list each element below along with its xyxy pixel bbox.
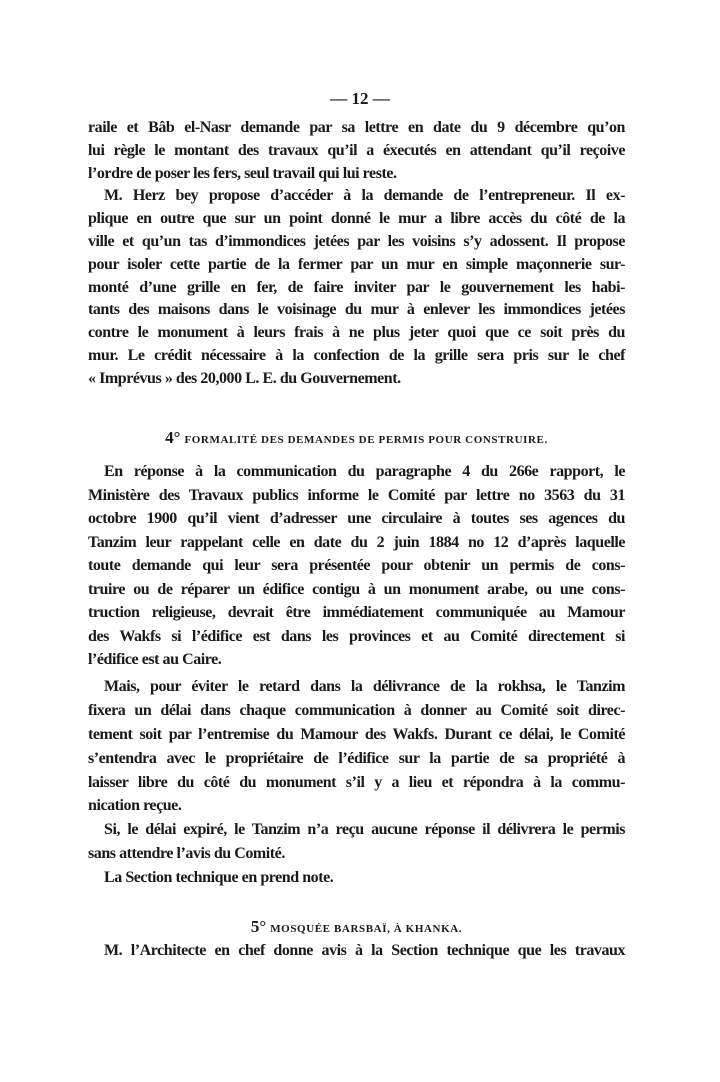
text-line: sans attendre l’avis du Comité. <box>88 845 285 863</box>
text-line: des Wakfs si l’édifice est dans les provinces et au Comité directement si <box>88 627 625 645</box>
text-line: mur. Le crédit nécessaire à la confection de la grille sera pris sur le chef <box>88 346 625 364</box>
text-line: truction religieuse, devrait être immédiatement communiquée au Mamour <box>88 604 625 621</box>
text-line: l’édifice est au Caire. <box>88 651 222 668</box>
section-title: MOSQUÉE BARSBAÏ, À KHANKA. <box>270 923 463 935</box>
paragraph-block-1 <box>88 117 625 391</box>
text-line: nication reçue. <box>88 797 182 815</box>
text-line: l’ordre de poser les fers, seul travail qui lui reste. <box>88 164 397 182</box>
text-line: s’entendra avec le propriétaire de l’édifice sur la partie de sa propriété à <box>88 749 625 767</box>
section-heading-4 <box>88 427 625 451</box>
text-line: truire ou de réparer un édifice contigu à un monument arabe, ou une cons- <box>88 580 625 598</box>
text-line: Mais, pour éviter le retard dans la délivrance de la rokhsa, le Tanzim <box>104 678 625 695</box>
text-line: « Imprévus » des 20,000 L. E. du Gouvernement. <box>88 369 401 387</box>
text-line: pour isoler cette partie de la fermer par un mur en simple maçonnerie sur- <box>88 255 625 273</box>
text-line: octobre 1900 qu’il vient d’adresser une circulaire à toutes ses agences du <box>88 510 625 527</box>
paragraph-block-4 <box>88 940 625 963</box>
section-heading-5 <box>88 916 625 940</box>
paragraph-block-2 <box>88 460 625 672</box>
text-line: En réponse à la communication du paragraphe 4 du 266e rapport, le <box>104 463 625 480</box>
text-line: tants des maisons dans le voisinage du mur à enlever les immondices jetées <box>88 301 625 319</box>
section-number: 4° <box>165 428 181 447</box>
text-line: Tanzim leur rappelant celle en date du 2 juin 1884 no 12 d’après laquelle <box>88 533 625 551</box>
page-number: — 12 — <box>330 89 390 108</box>
text-line: Ministère des Travaux publics informe le Comité par lettre no 3563 du 31 <box>88 486 625 504</box>
text-line: toute demande qui leur sera présentée pour obtenir un permis de cons- <box>88 557 625 574</box>
section-title: FORMALITÉ DES DEMANDES DE PERMIS POUR CONSTRUIRE. <box>184 434 548 446</box>
text-line: plique en outre que sur un point donné le mur a libre accès du côté de la <box>88 210 625 228</box>
section-number: 5° <box>250 917 267 936</box>
text-line: laisser libre du côté du monument s’il y a lieu et répondra à la commu- <box>88 773 625 791</box>
text-line: M. l’Architecte en chef donne avis à la Section technique que les travaux <box>104 942 625 959</box>
text-line: Si, le délai expiré, le Tanzim n’a reçu aucune réponse il délivrera le permis <box>104 821 625 839</box>
text-line: lui règle le montant des travaux qu’il a éxecutés en attendant qu’il reçoive <box>88 141 625 159</box>
paragraph-block-3 <box>88 675 625 890</box>
text-line: contre le monument à leurs frais à ne plus jeter quoi que ce soit près du <box>88 324 625 342</box>
text-line: ville et qu’un tas d’immondices jetées par les voisins s’y adossent. Il propose <box>88 232 625 250</box>
text-line: monté d’une grille en fer, de faire inviter par le gouvernement les habi- <box>88 278 625 296</box>
text-line: M. Herz bey propose d’accéder à la demande de l’entrepreneur. Il ex- <box>104 187 625 205</box>
text-line: fixera un délai dans chaque communication à donner au Comité soit direc- <box>88 701 625 719</box>
text-line: raile et Bâb el-Nasr demande par sa lettre en date du 9 décembre qu’on <box>88 119 625 136</box>
text-line: La Section technique en prend note. <box>104 869 334 887</box>
text-line: tement soit par l’entremise du Mamour des Wakfs. Durant ce délai, le Comité <box>88 725 625 743</box>
